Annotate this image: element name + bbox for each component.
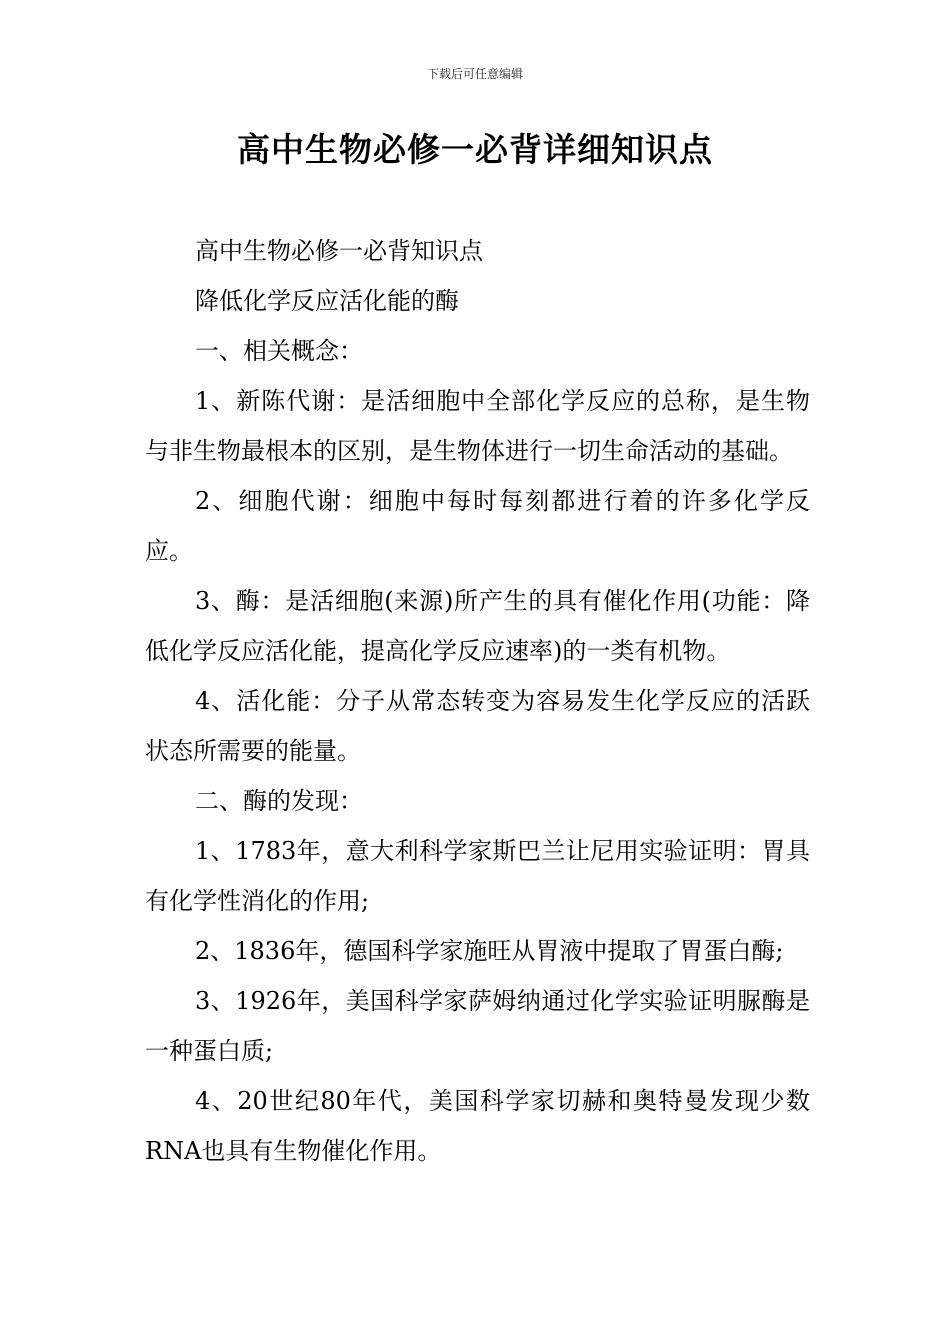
paragraph-cell-metabolism: 2、细胞代谢：细胞中每时每刻都进行着的许多化学反应。 — [145, 487, 810, 565]
paragraph-discovery-1980s: 4、20世纪80年代，美国科学家切赫和奥特曼发现少数RNA也具有生物催化作用。 — [145, 1087, 810, 1165]
header-note: 下载后可任意编辑 — [426, 67, 523, 81]
paragraph-discovery-1783: 1、1783年，意大利科学家斯巴兰让尼用实验证明：胃具有化学性消化的作用; — [145, 837, 810, 915]
paragraph-activation-energy: 4、活化能：分子从常态转变为容易发生化学反应的活跃状态所需要的能量。 — [145, 687, 810, 765]
paragraph-discovery-1926: 3、1926年，美国科学家萨姆纳通过化学实验证明脲酶是一种蛋白质; — [145, 987, 810, 1065]
paragraph-discovery-heading: 二、酶的发现： — [195, 787, 363, 815]
paragraph-concepts-heading: 一、相关概念： — [195, 337, 363, 365]
document-title: 高中生物必修一必背详细知识点 — [237, 130, 713, 169]
paragraph-enzyme: 3、酶：是活细胞(来源)所产生的具有催化作用(功能：降低化学反应活化能，提高化学反应速率)的一类有机物。 — [145, 587, 810, 665]
paragraph-section-heading: 降低化学反应活化能的酶 — [195, 287, 459, 315]
paragraph-metabolism: 1、新陈代谢：是活细胞中全部化学反应的总称，是生物与非生物最根本的区别，是生物体进行一切生命活动的基础。 — [145, 387, 810, 465]
paragraph-discovery-1836: 2、1836年，德国科学家施旺从胃液中提取了胃蛋白酶; — [195, 937, 784, 965]
document-body — [145, 226, 810, 1176]
paragraph-subtitle: 高中生物必修一必背知识点 — [195, 237, 483, 265]
